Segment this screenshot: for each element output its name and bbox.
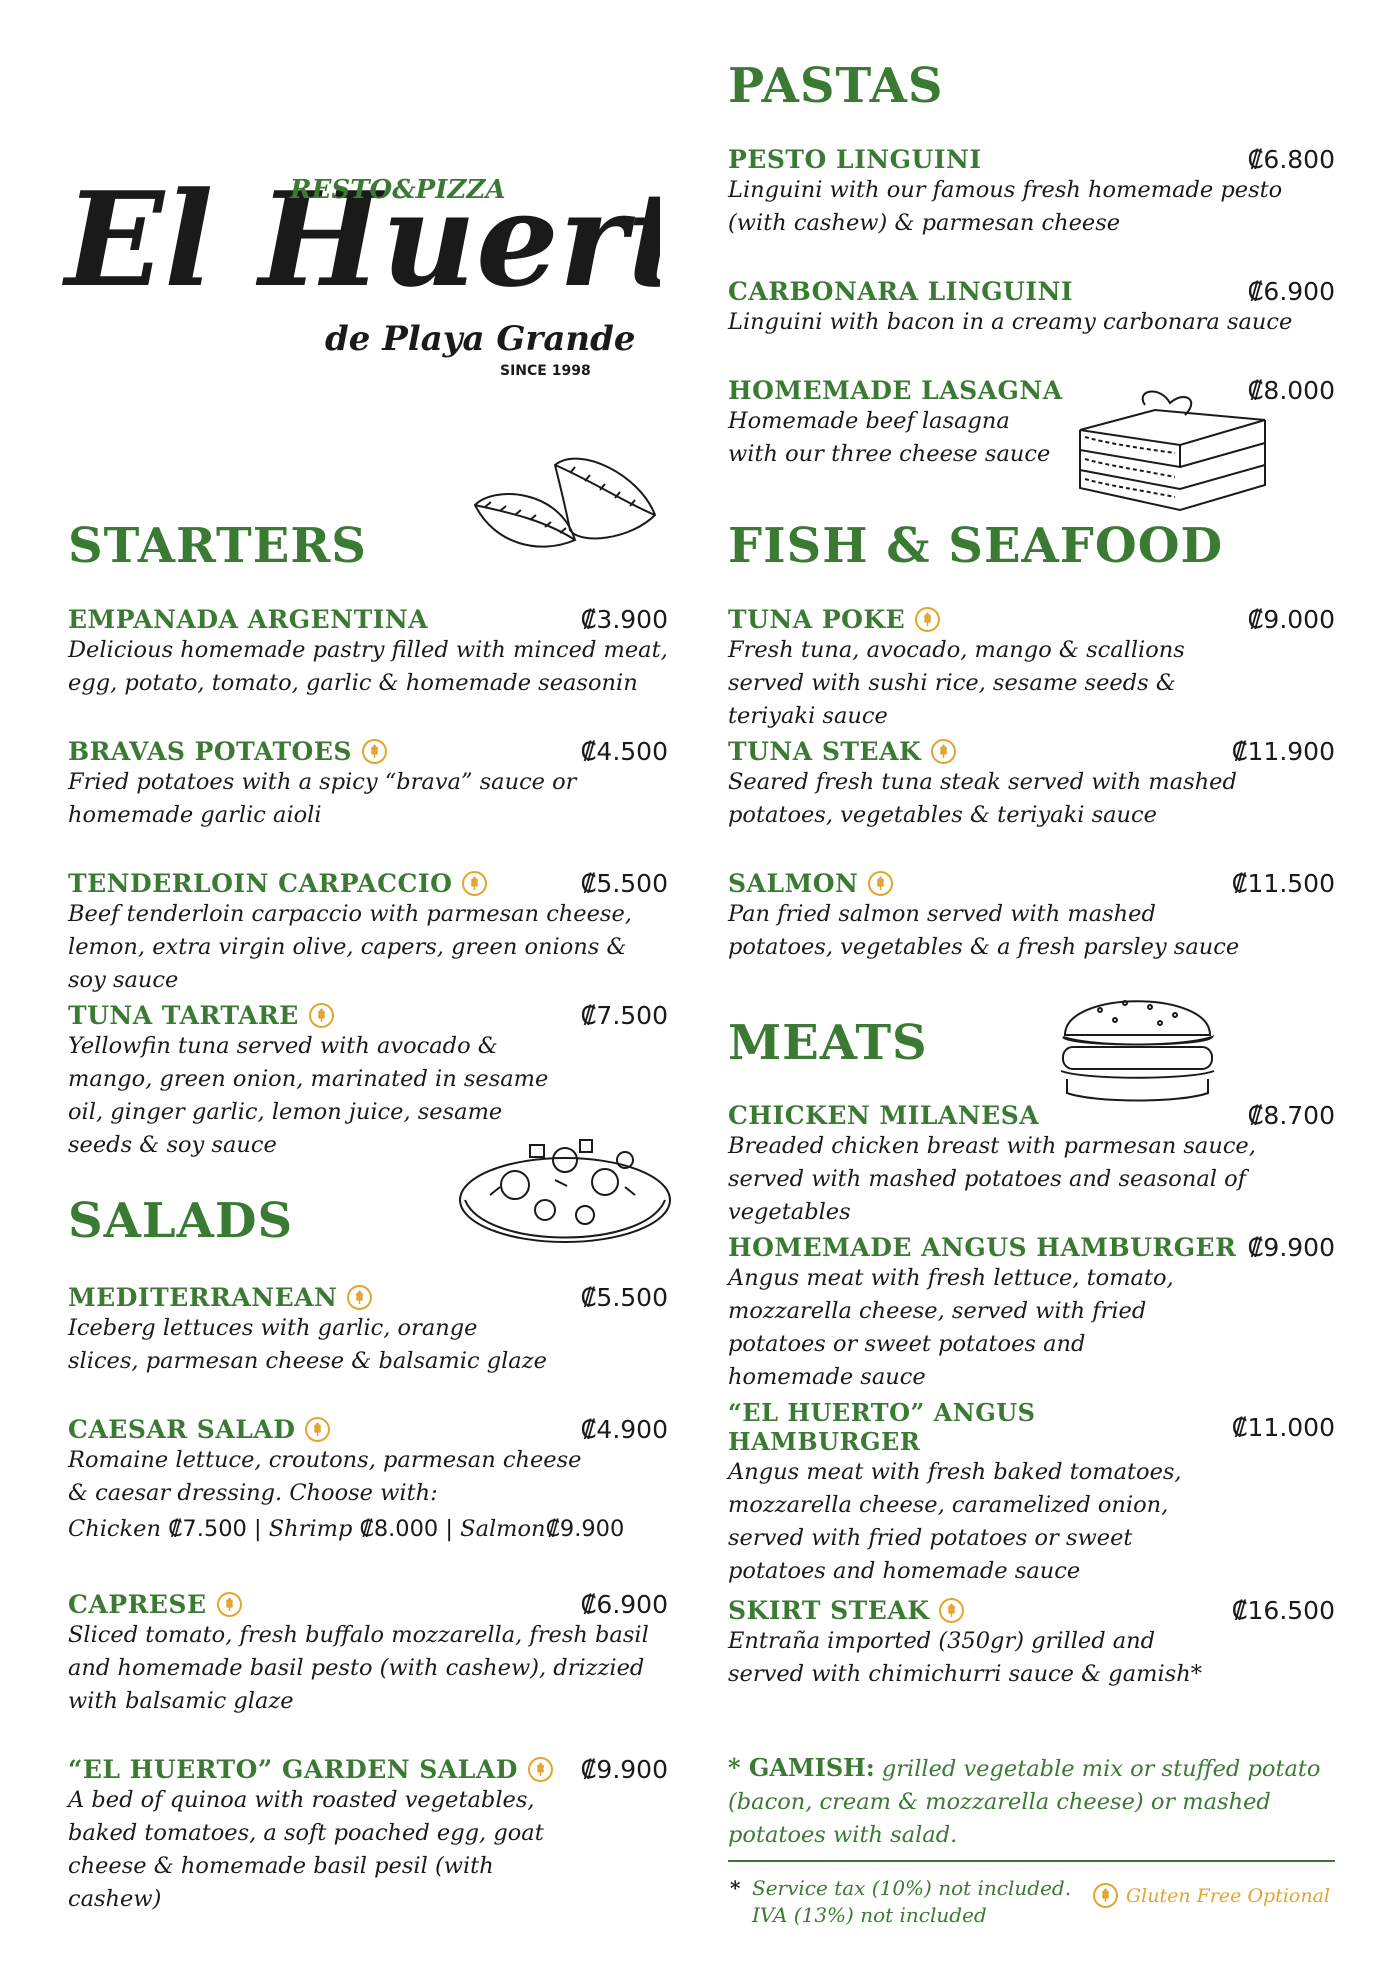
tax-note: [730, 1875, 1110, 1929]
item-name: CHICKEN MILANESA: [728, 1101, 1040, 1130]
item-name: CAPRESE: [68, 1590, 207, 1619]
wheat-icon: [915, 607, 940, 632]
item-description: Pan fried salmon served with mashed potatoes, vegetables & a fresh parsley sauce: [728, 901, 1240, 960]
empanada-illustration: [470, 445, 665, 580]
section-title-starters: STARTERS: [68, 518, 367, 574]
menu-item: [728, 1101, 1335, 1229]
item-price: ₡6.900: [580, 1590, 668, 1619]
menu-item: [728, 605, 1335, 733]
burger-illustration: [1055, 985, 1220, 1105]
item-price: ₡8.700: [1247, 1101, 1335, 1130]
item-price: ₡5.500: [580, 1283, 668, 1312]
menu-item: [68, 1001, 668, 1162]
section-title-salads: SALADS: [68, 1193, 294, 1249]
wheat-icon: [462, 871, 487, 896]
item-description: Entraña imported (350gr) grilled and served with chimichurri sauce & gamish*: [728, 1628, 1202, 1687]
logo-top: RESTO&PIZZA: [290, 175, 506, 205]
item-price: ₡4.500: [580, 737, 668, 766]
item-name: TENDERLOIN CARPACCIO: [68, 869, 453, 898]
item-description: Seared fresh tuna steak served with mashed potatoes, vegetables & teriyaki sauce: [728, 769, 1237, 828]
item-description: Breaded chicken breast with parmesan sauce, served with mashed potatoes and seasonal of vegetables: [728, 1133, 1256, 1225]
menu-item: [728, 376, 1335, 471]
item-price: ₡11.900: [1231, 737, 1335, 766]
item-price: ₡9.900: [1247, 1233, 1335, 1262]
menu-item: [68, 1755, 668, 1916]
item-price: ₡6.900: [1247, 277, 1335, 306]
item-name: TUNA STEAK: [728, 737, 922, 766]
item-name: MEDITERRANEAN: [68, 1283, 338, 1312]
garnish-label: * GAMISH:: [728, 1753, 875, 1782]
wheat-icon: [362, 739, 387, 764]
item-description: Fried potatoes with a spicy “brava” sauce or homemade garlic aioli: [68, 769, 577, 828]
menu-item: [728, 145, 1335, 240]
item-price: ₡6.800: [1247, 145, 1335, 174]
item-price: ₡8.000: [1247, 376, 1335, 405]
menu-item: [68, 605, 668, 700]
section-title-fish-seafood: FISH & SEAFOOD: [728, 518, 1224, 574]
menu-item: [728, 737, 1335, 832]
menu-item: [68, 869, 668, 997]
gluten-free-label: Gluten Free Optional: [1126, 1884, 1330, 1907]
menu-item: [728, 1596, 1335, 1691]
iva-tax-text: IVA (13%) not included: [752, 1903, 987, 1927]
item-description: Delicious homemade pastry filled with minced meat, egg, potato, tomato, garlic & homemade seasonin: [68, 637, 668, 696]
wheat-icon: [1093, 1883, 1118, 1908]
item-description: Sliced tomato, fresh buffalo mozzarella, fresh basil and homemade basil pesto (with cashew), drizzied with balsamic glaze: [68, 1622, 649, 1714]
menu-item: [728, 1233, 1335, 1394]
item-name: HOMEMADE LASAGNA: [728, 376, 1063, 405]
item-description: Linguini with our famous fresh homemade pesto (with cashew) & parmesan cheese: [728, 177, 1283, 236]
item-price: ₡11.500: [1231, 869, 1335, 898]
item-description: Angus meat with fresh baked tomatoes, mozzarella cheese, caramelized onion, served with fried potatoes or sweet potatoes and homemade sauce: [728, 1459, 1182, 1584]
section-title-meats: MEATS: [728, 1015, 928, 1071]
item-name: CARBONARA LINGUINI: [728, 277, 1074, 306]
item-name: SALMON: [728, 869, 859, 898]
item-price: ₡5.500: [580, 869, 668, 898]
item-description: A bed of quinoa with roasted vegetables, baked tomatoes, a soft poached egg, goat cheese & homemade basil pesil (with cashew): [68, 1787, 544, 1912]
section-title-pastas: PASTAS: [728, 58, 944, 114]
item-name: TUNA TARTARE: [68, 1001, 299, 1030]
item-price: ₡3.900: [580, 605, 668, 634]
menu-item: [68, 737, 668, 832]
menu-item: [728, 277, 1335, 339]
garnish-text: grilled vegetable mix or stuffed potato (bacon, cream & mozzarella cheese) or mashed potatoes with salad.: [728, 1756, 1321, 1848]
gluten-free-legend: [1093, 1883, 1330, 1908]
item-name: “EL HUERTO” GARDEN SALAD: [68, 1755, 518, 1784]
wheat-icon: [347, 1285, 372, 1310]
wheat-icon: [305, 1417, 330, 1442]
item-name: HOMEMADE ANGUS HAMBURGER: [728, 1233, 1237, 1262]
logo-main: El Huer: [65, 163, 628, 316]
wheat-icon: [868, 871, 893, 896]
menu-item: [68, 1283, 668, 1378]
item-price: ₡16.500: [1231, 1596, 1335, 1625]
menu-item: [68, 1590, 668, 1718]
wheat-icon: [528, 1757, 553, 1782]
item-price: ₡9.000: [1247, 605, 1335, 634]
item-price: ₡4.900: [580, 1415, 668, 1444]
salad-protein-options: Chicken ₡7.500 | Shrimp ₡8.000 | Salmon₡9.900: [68, 1516, 625, 1542]
service-tax-text: Service tax (10%) not included.: [752, 1876, 1072, 1900]
menu-item: [728, 869, 1335, 964]
item-description: Homemade beef lasagna with our three cheese sauce: [728, 408, 1051, 467]
item-description: Yellowfin tuna served with avocado & mango, green onion, marinated in sesame oil, ginger garlic, lemon juice, sesame seeds & soy sauce: [68, 1033, 549, 1158]
item-name: TUNA POKE: [728, 605, 906, 634]
item-price: ₡7.500: [580, 1001, 668, 1030]
logo: [60, 80, 660, 380]
logo-sub: de Playa Grande: [325, 319, 636, 359]
garnish-note: [728, 1751, 1328, 1852]
item-name: “EL HUERTO” ANGUS HAMBURGER: [728, 1398, 1036, 1456]
item-name: PESTO LINGUINI: [728, 145, 982, 174]
item-name: BRAVAS POTATOES: [68, 737, 352, 766]
menu-item: [68, 1415, 668, 1542]
logo-since: SINCE 1998: [500, 363, 591, 379]
wheat-icon: [931, 739, 956, 764]
item-description: Fresh tuna, avocado, mango & scallions served with sushi rice, sesame seeds & teriyaki sauce: [728, 637, 1185, 729]
item-description: Iceberg lettuces with garlic, orange slices, parmesan cheese & balsamic glaze: [68, 1315, 547, 1374]
item-price: ₡9.900: [580, 1755, 668, 1784]
footer-divider: [728, 1860, 1335, 1862]
item-name: EMPANADA ARGENTINA: [68, 605, 429, 634]
tax-asterisk: *: [730, 1876, 741, 1900]
item-name: SKIRT STEAK: [728, 1596, 930, 1625]
item-name: CAESAR SALAD: [68, 1415, 296, 1444]
wheat-icon: [939, 1598, 964, 1623]
item-description: Linguini with bacon in a creamy carbonara sauce: [728, 309, 1293, 335]
item-description: Beef tenderloin carpaccio with parmesan cheese, lemon, extra virgin olive, capers, green onions & soy sauce: [68, 901, 632, 993]
menu-item: [728, 1398, 1335, 1588]
wheat-icon: [309, 1003, 334, 1028]
wheat-icon: [217, 1592, 242, 1617]
item-description: Angus meat with fresh lettuce, tomato, mozzarella cheese, served with fried potatoes or sweet potatoes and homemade sauce: [728, 1265, 1174, 1390]
item-price: ₡11.000: [1231, 1412, 1335, 1442]
item-description: Romaine lettuce, croutons, parmesan cheese & caesar dressing. Choose with:: [68, 1447, 582, 1506]
